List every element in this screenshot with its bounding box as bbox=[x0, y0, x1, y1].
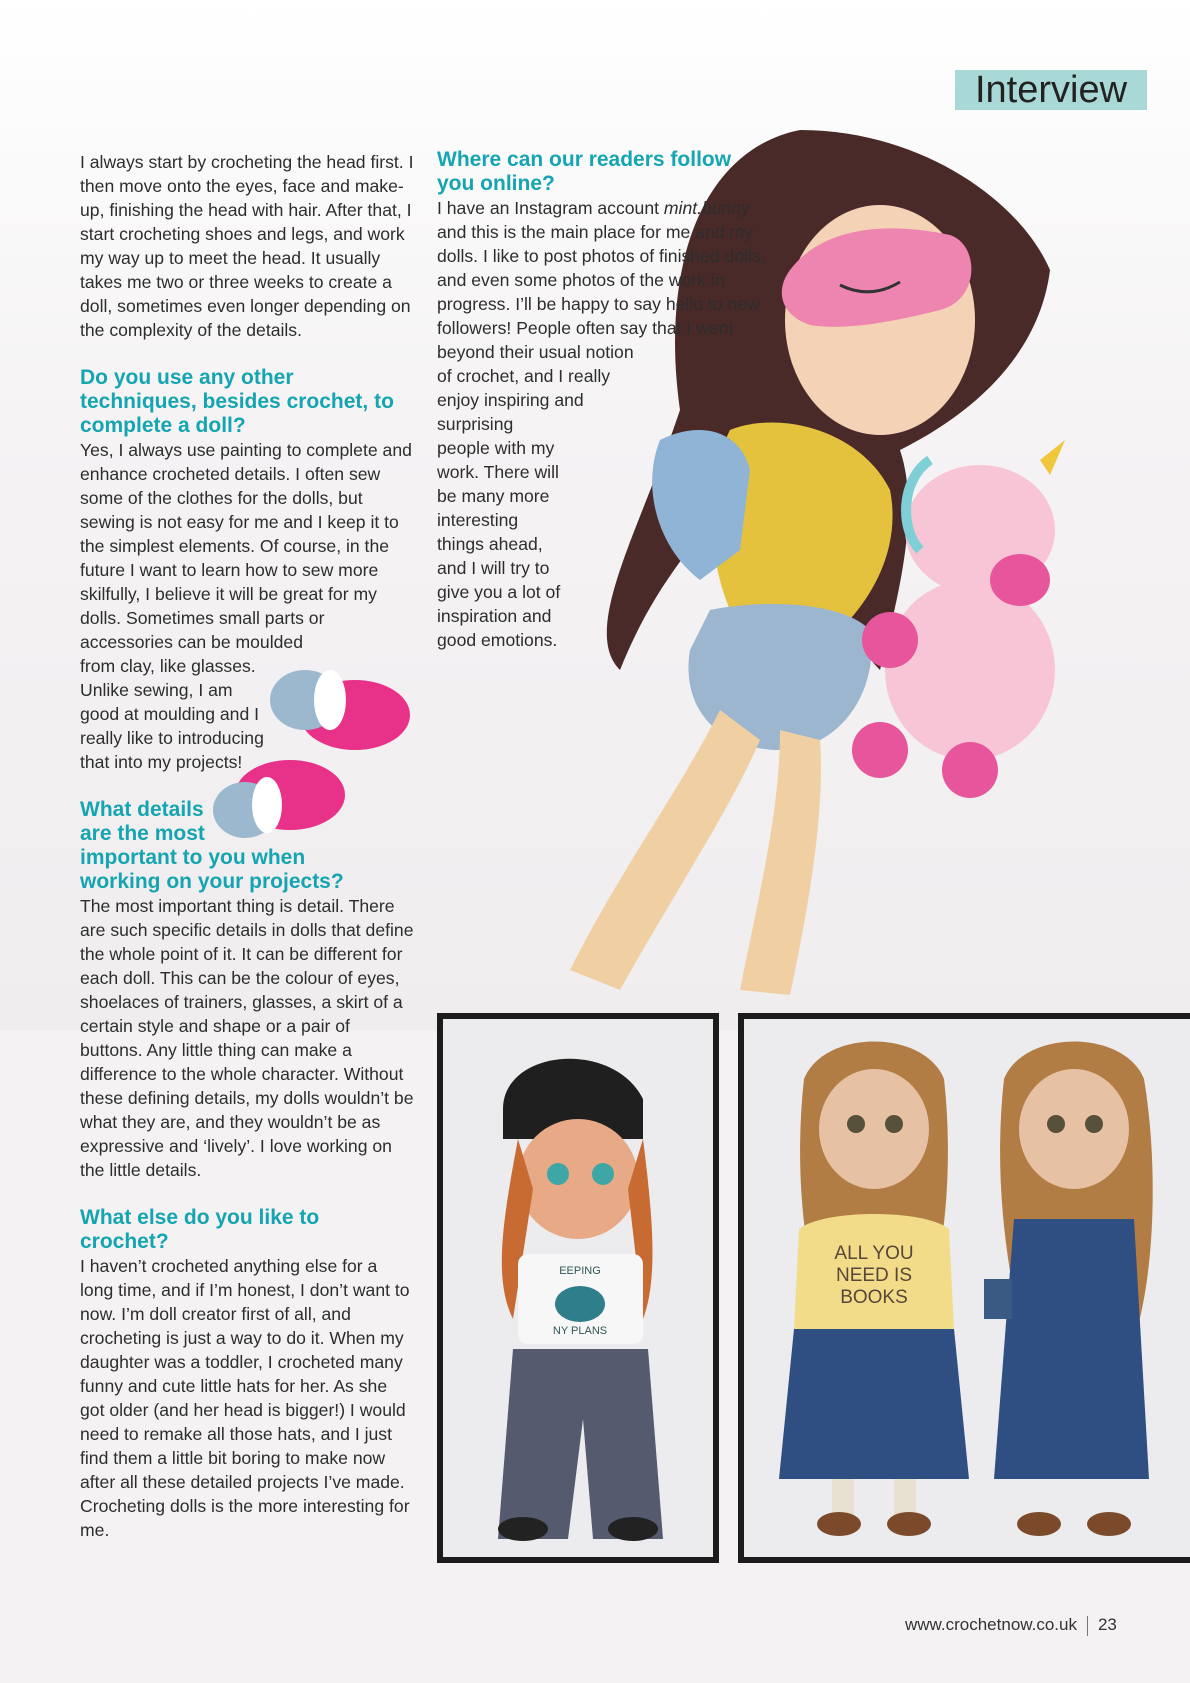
question-heading: Where can our readers follow you online? bbox=[437, 148, 732, 195]
website-url: www.crochetnow.co.uk bbox=[905, 1615, 1077, 1634]
photo-frame-right bbox=[738, 1013, 1190, 1563]
answer-paragraph: The most important thing is detail. There are such specific details in dolls that define the whole point of it. It can be different for each doll. This can be the colour of eyes, shoelaces of trainers, glasses, a skirt of a certain style and shape or a pair of buttons. Any little thing can make a difference to the whole character. Without these defining details, my dolls wouldn’t be what they are, and they wouldn’t be as expressive and ‘lively’. I love working on the little details. bbox=[80, 896, 414, 1180]
sweater-text-line3: BOOKS bbox=[840, 1287, 908, 1308]
answer-paragraph: I haven’t crocheted anything else for a long time, and if I’m honest, I don’t want to now. I’m doll creator first of all, and crocheting is just a way to do it. When my daughter was a toddler, I crocheted many funny and cute little hats for her. As she got older (and her head is bigger!) I would need to remake all those hats, and I just find them a little bit boring to make now after all these detailed projects I’ve made. Crocheting dolls is the more interesting for me. bbox=[80, 1256, 410, 1540]
question-heading: What details are the most bbox=[80, 798, 205, 845]
answer-paragraph: I always start by crocheting the head first. I then move onto the eyes, face and make-up, finishing the head with hair. After that, I start crocheting shoes and legs, and work my way up to meet the head. It usually takes me two or three weeks to create a doll, sometimes even longer depending on the complexity of the details. bbox=[80, 152, 414, 340]
answer-paragraph: beyond their usual notion of crochet, and I really enjoy inspiring and surprising bbox=[437, 342, 634, 434]
doll-books-photo bbox=[744, 1019, 1190, 1557]
footer-divider bbox=[1087, 1616, 1088, 1636]
instagram-handle: mint.bunny bbox=[663, 198, 750, 218]
shirt-text-top: EEPING bbox=[559, 1265, 601, 1277]
section-tag: Interview bbox=[955, 70, 1147, 110]
question-heading: Do you use any other techniques, besides crochet, to complete a doll? bbox=[80, 366, 394, 437]
page-footer bbox=[905, 1615, 1117, 1636]
doll-beanie-photo bbox=[443, 1019, 713, 1557]
shirt-text-bottom: NY PLANS bbox=[552, 1325, 608, 1337]
column-left bbox=[80, 150, 415, 1542]
answer-paragraph: from clay, like glasses. Unlike sewing, I am good at moulding and I really like to introducing that into my projects! bbox=[80, 656, 264, 772]
answer-paragraph: Yes, I always use painting to complete and enhance crocheted details. I often sew some of the clothes for the dolls, but sewing is not easy for me and I keep it to the simplest elements. Of course, in the future I want to learn how to sew more skilfully, I believe it will be great for my dolls. Sometimes small parts or accessories can be moulded bbox=[80, 440, 412, 652]
question-heading: important to you when working on your projects? bbox=[80, 846, 344, 893]
sweater-text-line2: NEED IS bbox=[835, 1265, 913, 1286]
answer-paragraph: people with my work. There will be many more interesting things ahead, and I will try to give you a lot of inspiration and good emotions. bbox=[437, 438, 561, 650]
answer-paragraph: I have an Instagram account mint.bunny and this is the main place for me and my dolls. I like to post photos of finished dolls, and even some photos of the work in progress. I’ll be happy to say hello to new followers! People often say that I went bbox=[437, 198, 766, 338]
sweater-text-line1: ALL YOU bbox=[834, 1243, 914, 1264]
photo-frame-left bbox=[437, 1013, 719, 1563]
page-number: 23 bbox=[1097, 1615, 1117, 1634]
column-right bbox=[437, 148, 767, 652]
question-heading: What else do you like to crochet? bbox=[80, 1206, 320, 1253]
